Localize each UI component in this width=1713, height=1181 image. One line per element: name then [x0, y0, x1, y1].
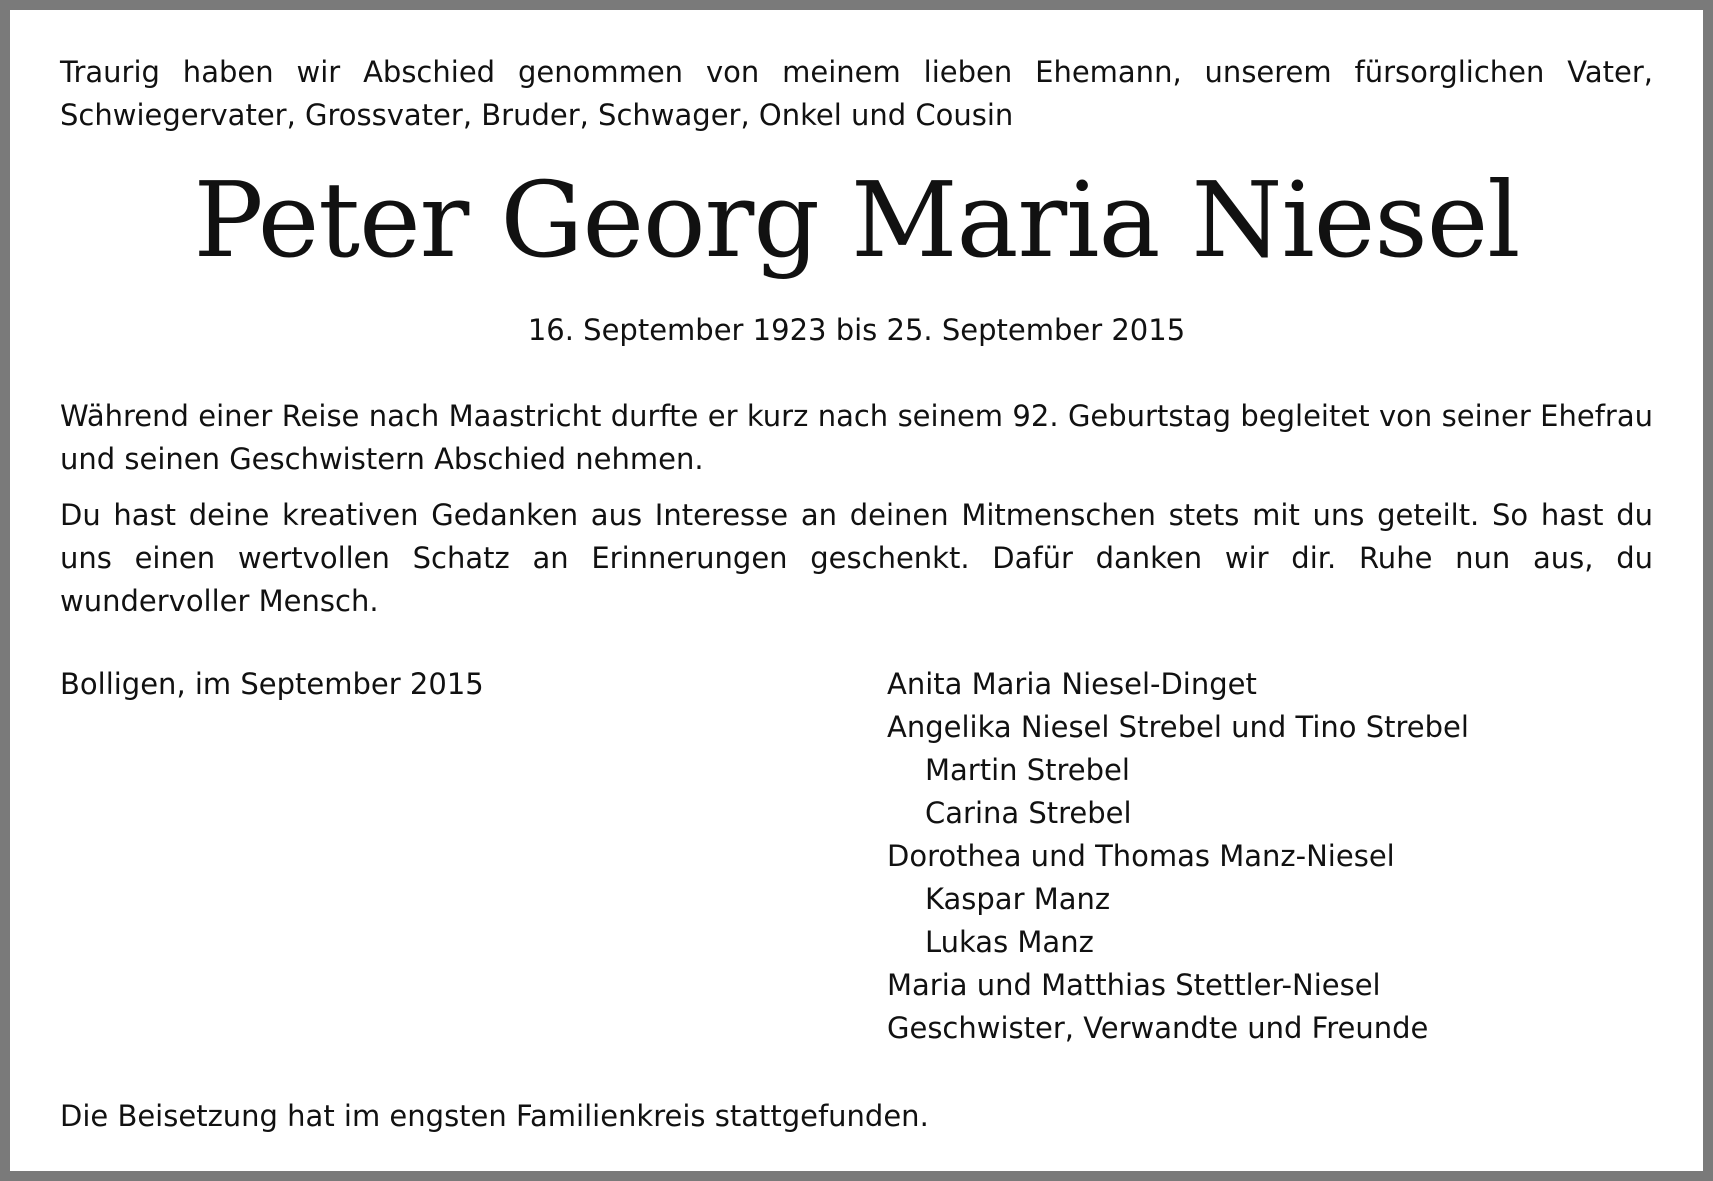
mourner-name: Martin Strebel — [925, 753, 1130, 787]
mourners-list — [887, 663, 1469, 1050]
paragraph-tribute: Du hast deine kreativen Gedanken aus Interesse an deinen Mitmenschen stets mit uns geteilt. So hast du uns einen wertvollen Schatz an Erinnerungen geschenkt. Dafür danken wir dir. Ruhe nun aus, du wundervoller Mensch. — [60, 498, 1653, 618]
mourner-name: Lukas Manz — [925, 925, 1094, 959]
mourner-name: Kaspar Manz — [925, 882, 1111, 916]
obituary-notice — [10, 10, 1703, 1171]
mourner-name: Anita Maria Niesel-Dinget — [887, 667, 1257, 701]
place-and-date: Bolligen, im September 2015 — [60, 667, 484, 701]
burial-note: Die Beisetzung hat im engsten Familienkreis stattgefunden. — [60, 1099, 929, 1133]
paragraph-journey: Während einer Reise nach Maastricht durfte er kurz nach seinem 92. Geburtstag begleitet von seiner Ehefrau und seinen Geschwistern Abschied nehmen. — [60, 399, 1653, 476]
mourner-name: Dorothea und Thomas Manz-Niesel — [887, 839, 1395, 873]
deceased-name: Peter Georg Maria Niesel — [193, 159, 1520, 281]
mourner-name: Carina Strebel — [925, 796, 1132, 830]
life-dates: 16. September 1923 bis 25. September 2015 — [527, 313, 1186, 347]
intro-text: Traurig haben wir Abschied genommen von meinem lieben Ehemann, unserem fürsorglichen Vater, Schwiegervater, Grossvater, Bruder, Schwager, Onkel und Cousin — [60, 55, 1653, 132]
mourner-name: Geschwister, Verwandte und Freunde — [887, 1011, 1429, 1045]
mourner-name: Angelika Niesel Strebel und Tino Strebel — [887, 710, 1469, 744]
mourner-name: Maria und Matthias Stettler-Niesel — [887, 968, 1381, 1002]
